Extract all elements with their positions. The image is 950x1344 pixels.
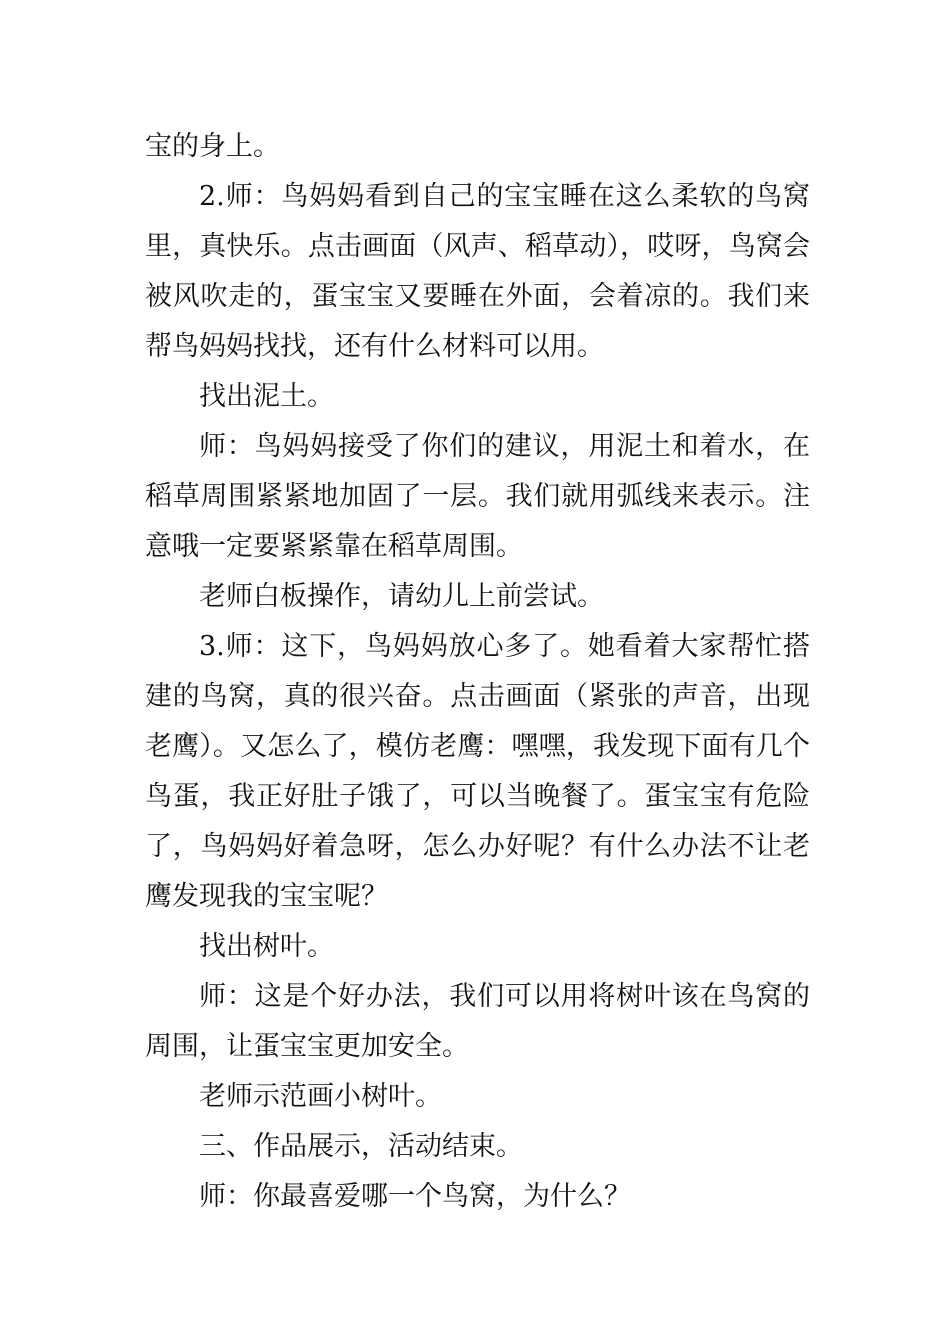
- document-body: [145, 122, 810, 1222]
- paragraph-find-leaves: 找出树叶。: [199, 931, 334, 962]
- paragraph-step-3: 3.师：这下，鸟妈妈放心多了。她看着大家帮忙搭建的鸟窝，真的很兴奋。点击画面（紧张的声音，出现老鹰）。又怎么了，模仿老鹰：嘿嘿，我发现下面有几个鸟蛋，我正好肚子饿了，可以当晚餐了。蛋宝宝有危险了，鸟妈妈好着急呀，怎么办好呢？有什么办法不让老鹰发现我的宝宝呢？: [145, 631, 810, 912]
- paragraph-teacher-leaves: 师：这是个好办法，我们可以用将树叶该在鸟窝的周围，让蛋宝宝更加安全。: [145, 981, 810, 1062]
- section-heading-three: 三、作品展示，活动结束。: [199, 1131, 523, 1162]
- paragraph-whiteboard: 老师白板操作，请幼儿上前尝试。: [199, 581, 604, 612]
- paragraph-step-2: 2.师：鸟妈妈看到自己的宝宝睡在这么柔软的鸟窝里，真快乐。点击画面（风声、稻草动），哎呀，鸟窝会被风吹走的，蛋宝宝又要睡在外面，会着凉的。我们来帮鸟妈妈找找，还有什么材料可以用。: [145, 181, 810, 362]
- paragraph-teacher-soil: 师：鸟妈妈接受了你们的建议，用泥土和着水，在稻草周围紧紧地加固了一层。我们就用弧线来表示。注意哦一定要紧紧靠在稻草周围。: [145, 431, 810, 562]
- paragraph-continuation: 宝的身上。: [145, 131, 280, 162]
- paragraph-demo-leaves: 老师示范画小树叶。: [199, 1081, 442, 1112]
- paragraph-final-question: 师：你最喜爱哪一个鸟窝，为什么？: [199, 1181, 631, 1212]
- paragraph-find-soil: 找出泥土。: [199, 381, 334, 412]
